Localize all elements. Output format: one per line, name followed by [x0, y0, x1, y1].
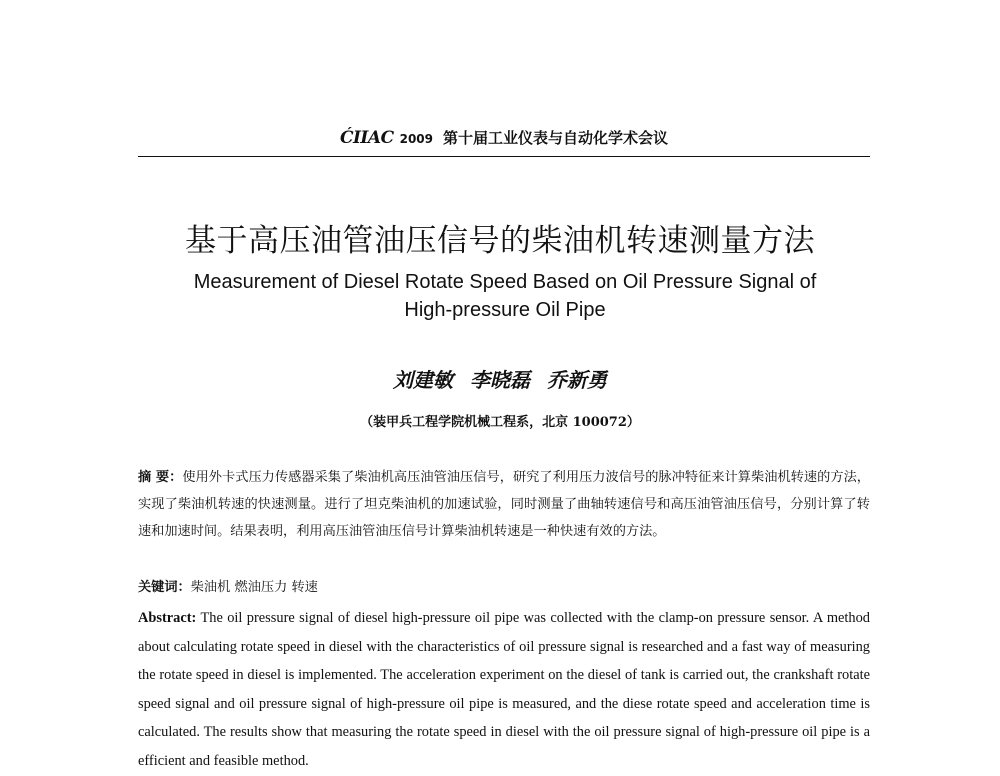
abstract-english [138, 604, 870, 776]
abstract-english-label: Abstract: [138, 610, 197, 626]
conference-line [340, 127, 668, 148]
conference-logo: ĆIIAC [339, 128, 394, 148]
conference-name: 第十届工业仪表与自动化学术会议 [443, 129, 669, 147]
abstract-chinese [138, 464, 870, 545]
authors: 刘建敏 李晓磊 乔新勇 [393, 368, 607, 392]
abstract-chinese-text: 使用外卡式压力传感器采集了柴油机高压油管油压信号，研究了利用压力波信号的脉冲特征来计算柴油机转速的方法，实现了柴油机转速的快速测量。进行了坦克柴油机的加速试验，同时测量了曲轴转速信号和高压油管油压信号，分别计算了转速和加速时间。结果表明，利用高压油管油压信号计算柴油机转速是一种快速有效的方法。 [138, 470, 870, 539]
abstract-chinese-label: 摘 要： [138, 470, 183, 485]
running-header [138, 127, 870, 157]
conference-year: 2009 [399, 132, 434, 146]
keywords-label: 关键词： [138, 580, 191, 595]
title-chinese: 基于高压油管油压信号的柴油机转速测量方法 [185, 223, 815, 259]
title-english: Measurement of Diesel Rotate Speed Based on Oil Pressure Signal of High-pressure Oil Pipe [193, 271, 817, 321]
header-rule [138, 156, 870, 157]
abstract-english-text: The oil pressure signal of diesel high-pressure oil pipe was collected with the clamp-on pressure sensor. A method about calculating rotate speed in diesel with the characteristics of oil pressure signal is researched and a fast way of measuring the rotate speed in diesel is implemented. The acceleration experiment on the diesel of tank is carried out, the crankshaft rotate speed signal and oil pressure signal of high-pressure oil pipe is measured, and the diese rotate speed and acceleration time is calculated. The results show that measuring the rotate speed in diesel with the oil pressure signal of high-pressure oil pipe is a efficient and feasible method. [138, 610, 870, 769]
keywords-text: 柴油机 燃油压力 转速 [190, 580, 318, 595]
keywords [138, 574, 870, 601]
affiliation: （装甲兵工程学院机械工程系，北京 100072） [360, 415, 640, 430]
